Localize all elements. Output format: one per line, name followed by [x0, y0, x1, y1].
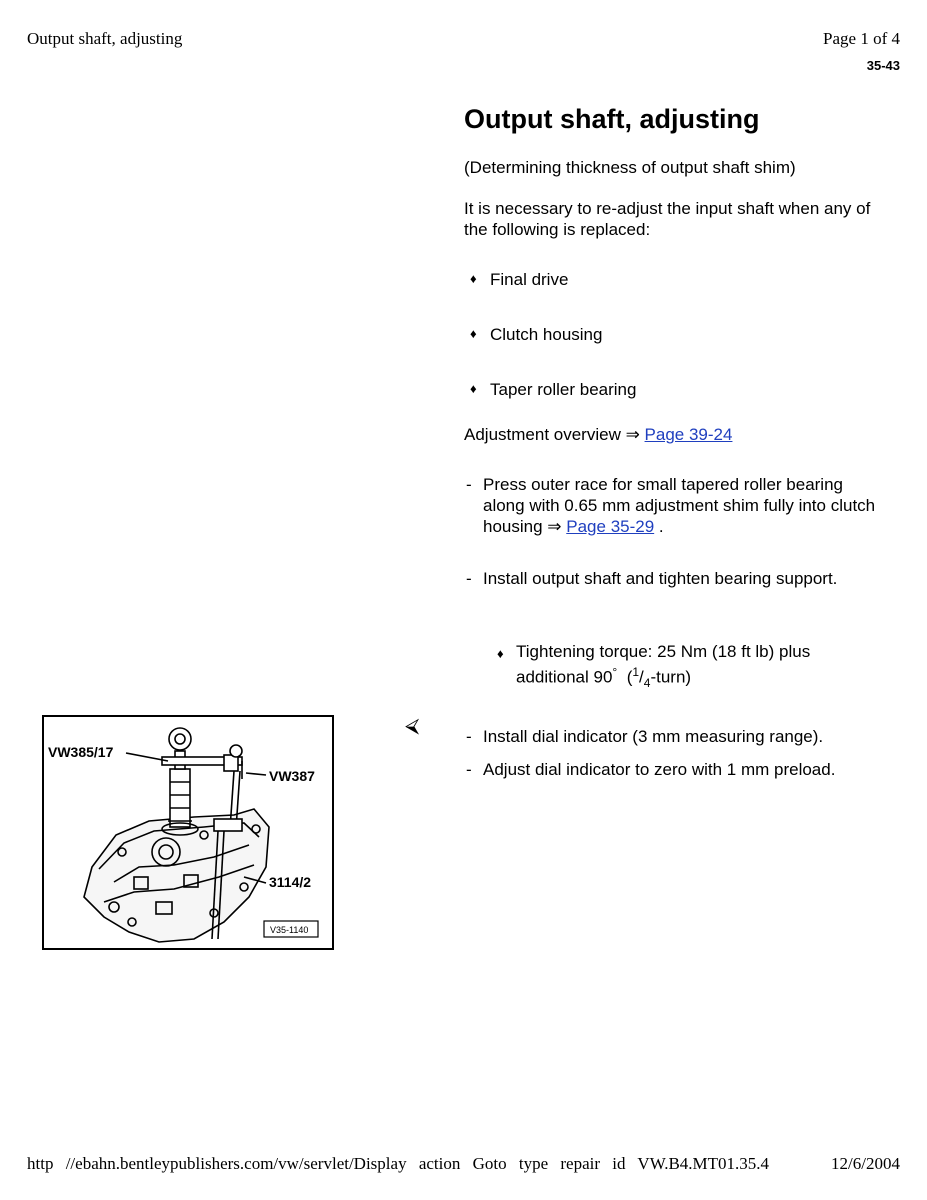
list-item-label: Taper roller bearing	[490, 380, 637, 399]
step-dash: -	[466, 475, 472, 494]
adjustment-overview	[464, 424, 732, 445]
list-item	[470, 268, 568, 290]
step-dash: -	[466, 727, 472, 746]
label-3114: 3114/2	[269, 874, 312, 890]
step-text	[483, 474, 886, 537]
paren: (	[626, 667, 633, 687]
figure-code: V35-1140	[270, 925, 309, 935]
step-text: Adjust dial indicator to zero with 1 mm preload.	[483, 760, 836, 779]
torque-text	[516, 641, 877, 694]
step-body: Press outer race for small tapered roller bearing along with 0.65 mm adjustment shim fully into clutch housing ⇒	[483, 475, 876, 536]
fraction-slash: /	[639, 667, 644, 687]
footer-date: 12/6/2004	[831, 1154, 900, 1173]
torque-end: -turn)	[650, 667, 692, 687]
diamond-bullet-icon: ♦	[497, 646, 504, 661]
list-item	[470, 323, 602, 345]
torque-body: Tightening torque: 25 Nm (18 ft lb) plus additional 90	[516, 642, 811, 687]
fraction-denominator: 4	[643, 676, 651, 691]
page-indicator: Page 1 of 4	[823, 29, 900, 48]
diamond-bullet-icon: ♦	[470, 381, 477, 396]
diamond-bullet-icon: ♦	[470, 326, 477, 341]
label-vw387: VW387	[269, 768, 315, 784]
label-vw385: VW385/17	[48, 744, 114, 760]
instruction-step	[466, 759, 886, 780]
header-title: Output shaft, adjusting	[27, 29, 183, 48]
step-end: .	[658, 517, 664, 536]
fraction-numerator: 1	[632, 665, 640, 679]
page-title: Output shaft, adjusting	[464, 104, 760, 134]
instruction-step	[466, 726, 886, 747]
subtitle: (Determining thickness of output shaft shim)	[464, 158, 796, 177]
pointer-arrow-icon: ⮘	[405, 715, 420, 737]
degree-symbol: °	[612, 665, 618, 679]
step-page-link[interactable]: Page 35-29	[566, 517, 655, 536]
list-item-label: Final drive	[490, 270, 569, 289]
intro-paragraph: It is necessary to re-adjust the input shaft when any of the following is replaced:	[464, 199, 871, 239]
list-item	[470, 378, 636, 400]
step-text: Install output shaft and tighten bearing support.	[483, 569, 838, 588]
footer-url: http //ebahn.bentleypublishers.com/vw/servlet/Display action Goto type repair id VW.B4.MT01.35.4	[27, 1154, 770, 1173]
section-code: 35-43	[866, 58, 900, 73]
technical-illustration	[42, 715, 334, 950]
step-dash: -	[466, 569, 472, 588]
transmission-drawing	[44, 717, 332, 948]
overview-label: Adjustment overview ⇒	[464, 425, 640, 444]
instruction-step	[466, 568, 886, 589]
torque-spec	[497, 641, 877, 694]
step-dash: -	[466, 760, 472, 779]
step-text: Install dial indicator (3 mm measuring range).	[483, 727, 824, 746]
list-item-label: Clutch housing	[490, 325, 603, 344]
overview-page-link[interactable]: Page 39-24	[644, 425, 733, 444]
instruction-step	[466, 474, 886, 537]
diamond-bullet-icon: ♦	[470, 271, 477, 286]
